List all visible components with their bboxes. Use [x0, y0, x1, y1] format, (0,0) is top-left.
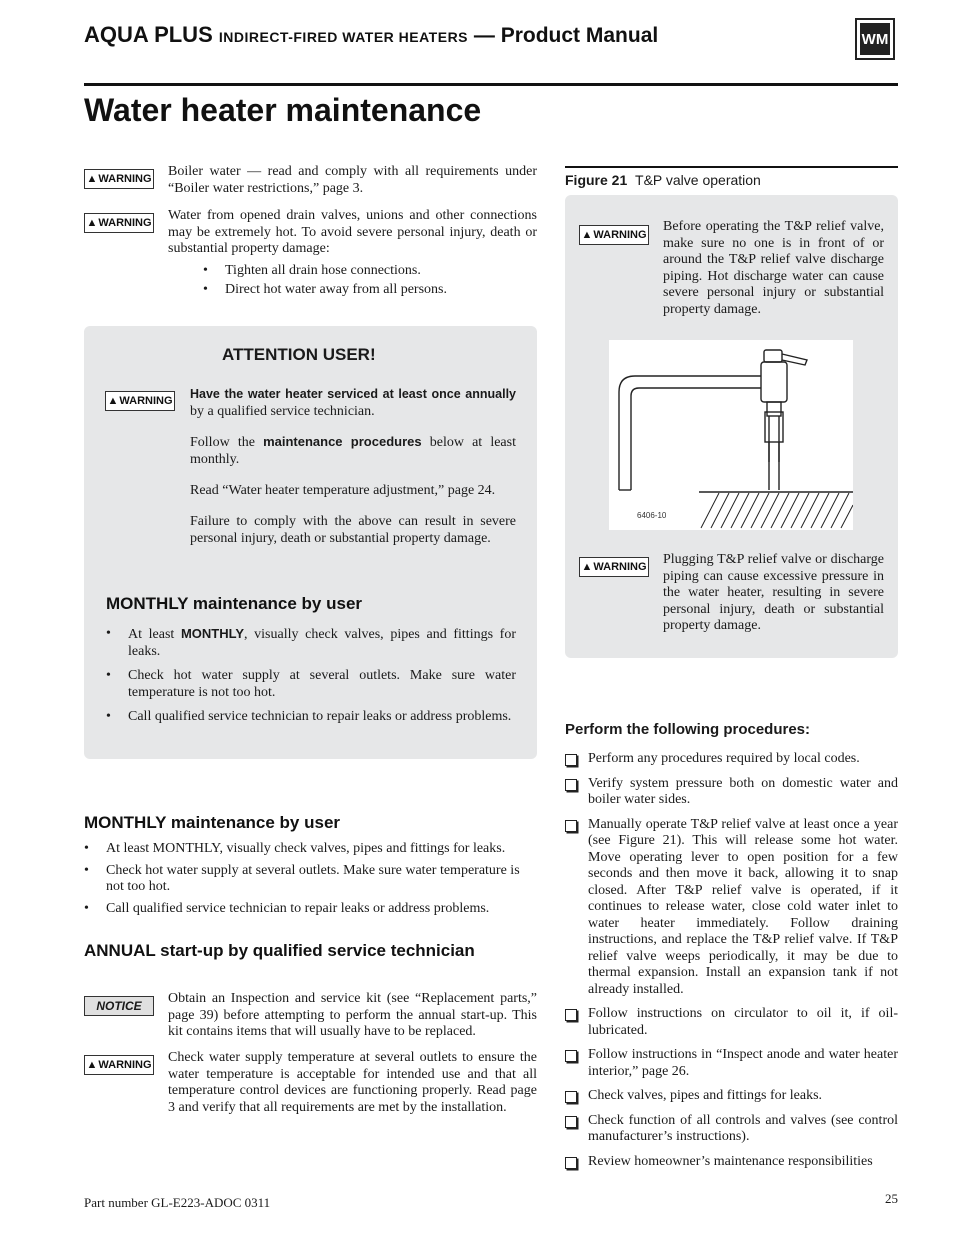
checklist-item: Verify system pressure both on domestic water and boiler water sides.: [565, 776, 898, 809]
warning-label: WARNING: [593, 229, 647, 241]
list-item: • Check hot water supply at several outlets. Make sure water temperature is not too hot.: [106, 668, 516, 701]
figure-rule: [565, 166, 898, 168]
checklist-item: Follow instructions in “Inspect anode and water heater interior,” page 26.: [565, 1047, 898, 1080]
figure-warning-plugging: Plugging T&P relief valve or discharge piping can cause excessive pressure in the water heater, resulting in severe personal injury, death or substantial property damage.: [663, 552, 884, 633]
header-manual: Product Manual: [500, 24, 659, 47]
checklist-item: Manually operate T&P relief valve at least once a year (see Figure 21). This will release some hot water. Move operating lever to open position for a few seconds and then move it back, allowing it to snap closed. After T&P relief valve is operated, if it continues to release water, close cold water inlet to water heater immediately. Follow draining instructions, and replace the T&P relief valve. If T&P relief valve weeps periodically, it may be due to thermal expansion. Install an expansion tank if not already installed.: [565, 817, 898, 999]
warning-triangle-icon: ▲: [581, 229, 593, 241]
checklist-item: Perform any procedures required by local codes.: [565, 751, 898, 768]
warning-hot-water: Water from opened drain valves, unions and other connections may be extremely hot. To avoid severe personal injury, death or substantial property damage:: [168, 208, 537, 256]
warning-triangle-icon: ▲: [107, 395, 119, 407]
figure-caption: [565, 172, 761, 188]
attention-service-annually: [190, 386, 516, 420]
checklist-item: Review homeowner’s maintenance responsibilities: [565, 1154, 898, 1171]
monthly-bullets: [84, 841, 537, 917]
notice-badge: NOTICE: [84, 996, 154, 1016]
brand-name: AQUA PLUS: [84, 22, 213, 47]
checklist-item: Check function of all controls and valves (see control manufacturer’s instructions).: [565, 1113, 898, 1146]
header-rule: [84, 83, 898, 86]
warning-badge: [84, 1055, 154, 1075]
checklist-item: Follow instructions on circulator to oil it, if oil-lubricated.: [565, 1006, 898, 1039]
part-number: Part number GL-E223-ADOC 0311: [84, 1195, 271, 1210]
checklist-item: Check valves, pipes and fittings for leaks.: [565, 1088, 898, 1105]
warning-label: WARNING: [593, 561, 647, 573]
warning-label: WARNING: [98, 173, 152, 185]
b1-post: , visually check valves, pipes and fittings for leaks.: [128, 627, 516, 659]
procedures-checklist: [565, 751, 898, 1170]
page-number: 25: [885, 1191, 898, 1206]
warning-water-temperature: Check water supply temperature at several outlets to ensure the water temperature is acceptable for intended use and that all temperature control devices are functioning properly. Read page 3 and verify that all requirements are met by the installation.: [168, 1050, 537, 1115]
figure-code: 6406-10: [637, 511, 667, 520]
figure-caption-text: T&P valve operation: [635, 172, 761, 188]
monthly-bullets-boxed: [106, 626, 516, 726]
tp-valve-illustration: [609, 340, 853, 530]
warning-label: WARNING: [98, 1059, 152, 1071]
header-subtitle: INDIRECT-FIRED WATER HEATERS: [218, 29, 469, 45]
list-item: • Tighten all drain hose connections.: [203, 263, 533, 280]
list-item: [106, 626, 516, 660]
warning-badge: [105, 391, 175, 411]
attention-title: ATTENTION USER!: [222, 345, 376, 364]
list-item: • Check hot water supply at several outlets. Make sure water temperature is not too hot.: [84, 863, 537, 896]
list-item: • At least MONTHLY, visually check valves, pipes and fittings for leaks.: [84, 841, 537, 858]
b1-bold: MONTHLY: [180, 626, 245, 641]
notice-inspection-kit: Obtain an Inspection and service kit (see “Replacement parts,” page 39) before attempting to perform the annual start-up. This kit contains items that will usually have to be replaced.: [168, 991, 537, 1039]
follow-bold: maintenance procedures: [263, 434, 422, 449]
monthly-heading-boxed: MONTHLY maintenance by user: [106, 594, 363, 613]
follow-post: below at least monthly.: [190, 435, 516, 467]
warning-badge: [579, 557, 649, 577]
warning-label: WARNING: [119, 395, 173, 407]
list-item: • Call qualified service technician to repair leaks or address problems.: [106, 709, 516, 726]
warning-triangle-icon: ▲: [581, 561, 593, 573]
warning-label: WARNING: [98, 217, 152, 229]
attention-failure: Failure to comply with the above can result in severe personal injury, death or substantial property damage.: [190, 514, 516, 546]
list-item: • Call qualified service technician to repair leaks or address problems.: [84, 901, 537, 918]
warning-badge: [84, 169, 154, 189]
attention-read: Read “Water heater temperature adjustment,” page 24.: [190, 483, 496, 498]
header-title: [84, 22, 658, 48]
header-dash: —: [468, 24, 501, 47]
annual-heading: ANNUAL start-up by qualified service technician: [84, 941, 475, 960]
warning-badge: [579, 225, 649, 245]
attention-lead-rest: by a qualified service technician.: [190, 403, 375, 419]
list-item: • Direct hot water away from all persons.: [203, 282, 533, 299]
logo-mark: WM: [860, 23, 890, 55]
hot-water-bullets: [203, 263, 533, 298]
monthly-heading: MONTHLY maintenance by user: [84, 813, 341, 832]
page-title: Water heater maintenance: [84, 92, 482, 128]
attention-follow: [190, 434, 516, 468]
warning-badge: [84, 213, 154, 233]
warning-triangle-icon: ▲: [86, 173, 98, 185]
tp-valve-drawing: [609, 340, 853, 530]
warning-triangle-icon: ▲: [86, 1059, 98, 1071]
warning-boiler-water: Boiler water — read and comply with all requirements under “Boiler water restrictions,” page 3.: [168, 164, 537, 196]
figure-label: Figure 21: [565, 172, 628, 188]
warning-triangle-icon: ▲: [86, 217, 98, 229]
weil-mclain-logo: [855, 18, 895, 60]
procedures-heading: Perform the following procedures:: [565, 721, 811, 738]
b1-pre: At least: [128, 627, 181, 642]
figure-warning-before-operating: Before operating the T&P relief valve, make sure no one is in front of or around the T&P relief valve discharge piping. Hot discharge water can cause severe personal injury or substantial property damage.: [663, 219, 884, 317]
attention-bold-lead: Have the water heater serviced at least once annually: [190, 387, 516, 401]
follow-pre: Follow the: [190, 435, 264, 450]
